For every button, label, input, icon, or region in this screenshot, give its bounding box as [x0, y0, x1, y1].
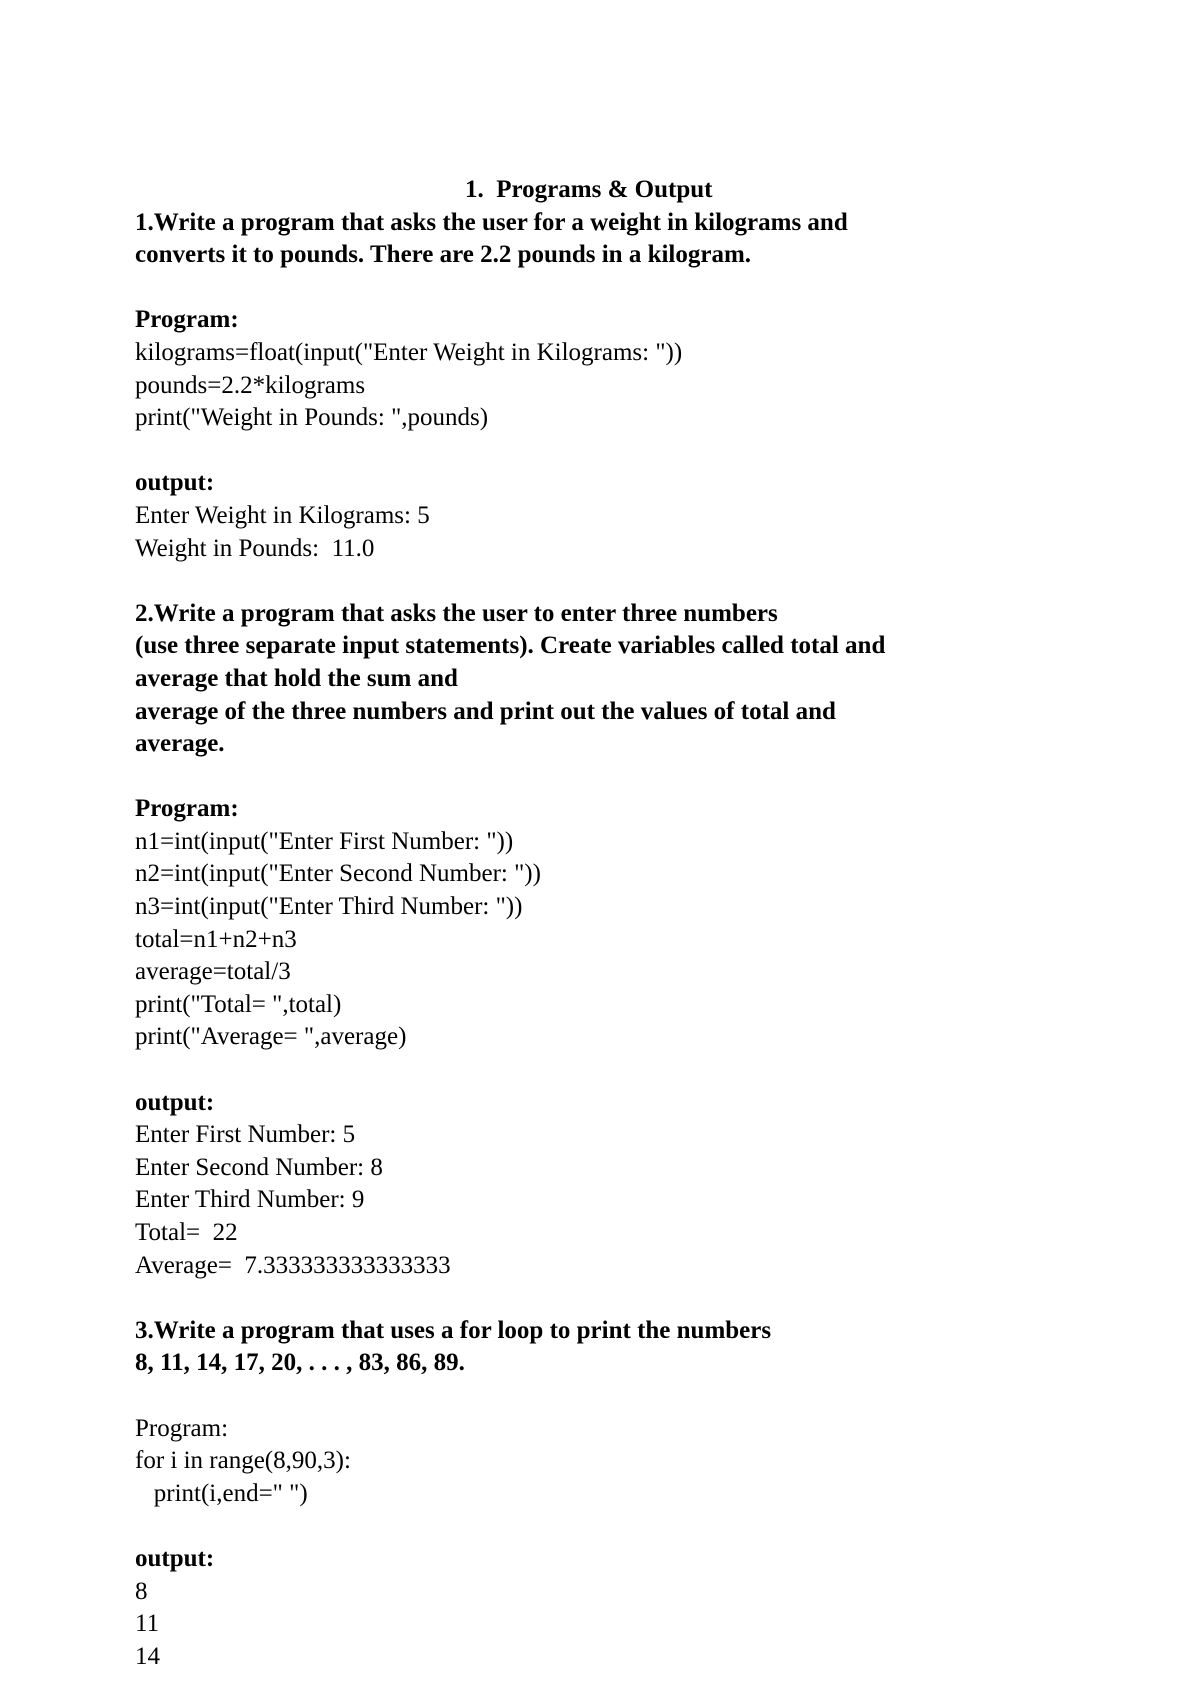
output-line: 14 — [135, 1642, 160, 1670]
code-line: n3=int(input("Enter Third Number: ")) — [135, 893, 523, 921]
output-label: output: — [135, 1088, 215, 1116]
code-line: print(i,end=" ") — [135, 1479, 308, 1507]
code-line: print("Average= ",average) — [135, 1023, 407, 1051]
output-line: Average= 7.333333333333333 — [135, 1251, 451, 1279]
output-line: Enter Weight in Kilograms: 5 — [135, 501, 430, 529]
program-label: Program: — [135, 1414, 229, 1442]
question-text-line: 1.Write a program that asks the user for a weight in kilograms and — [135, 208, 848, 236]
code-line: total=n1+n2+n3 — [135, 925, 297, 953]
output-label: output: — [135, 469, 215, 497]
program-label: Program: — [135, 306, 239, 334]
question-text-line: (use three separate input statements). Create variables called total and — [135, 632, 886, 660]
question-text-line: 2.Write a program that asks the user to enter three numbers — [135, 599, 778, 627]
code-line: average=total/3 — [135, 958, 291, 986]
code-line: for i in range(8,90,3): — [135, 1447, 351, 1475]
output-line: Weight in Pounds: 11.0 — [135, 534, 375, 562]
output-line: Enter Second Number: 8 — [135, 1153, 383, 1181]
document-page — [135, 174, 1135, 1673]
question-text-line: 8, 11, 14, 17, 20, . . . , 83, 86, 89. — [135, 1349, 465, 1377]
code-line: print("Total= ",total) — [135, 990, 342, 1018]
question-2 — [135, 598, 1135, 1282]
output-line: Total= 22 — [135, 1219, 238, 1246]
output-line: 8 — [135, 1577, 148, 1605]
question-text-line: average that hold the sum and — [135, 664, 458, 692]
output-line: Enter First Number: 5 — [135, 1121, 356, 1149]
page-title: 1. Programs & Output — [465, 176, 713, 203]
question-1 — [135, 207, 1135, 566]
question-text-line: 3.Write a program that uses a for loop to print the numbers — [135, 1316, 772, 1344]
question-text-line: average. — [135, 730, 225, 758]
output-line: 11 — [135, 1610, 160, 1638]
output-line: Enter Third Number: 9 — [135, 1186, 365, 1214]
code-line: n1=int(input("Enter First Number: ")) — [135, 827, 514, 855]
code-line: kilograms=float(input("Enter Weight in Kilograms: ")) — [135, 338, 683, 366]
question-text-line: converts it to pounds. There are 2.2 pounds in a kilogram. — [135, 241, 752, 269]
code-line: pounds=2.2*kilograms — [135, 371, 366, 399]
output-label: output: — [135, 1544, 215, 1572]
code-line: print("Weight in Pounds: ",pounds) — [135, 404, 489, 432]
program-label: Program: — [135, 795, 239, 823]
question-text-line: average of the three numbers and print out the values of total and — [135, 697, 836, 725]
code-line: n2=int(input("Enter Second Number: ")) — [135, 860, 541, 888]
question-3 — [135, 1315, 1135, 1674]
